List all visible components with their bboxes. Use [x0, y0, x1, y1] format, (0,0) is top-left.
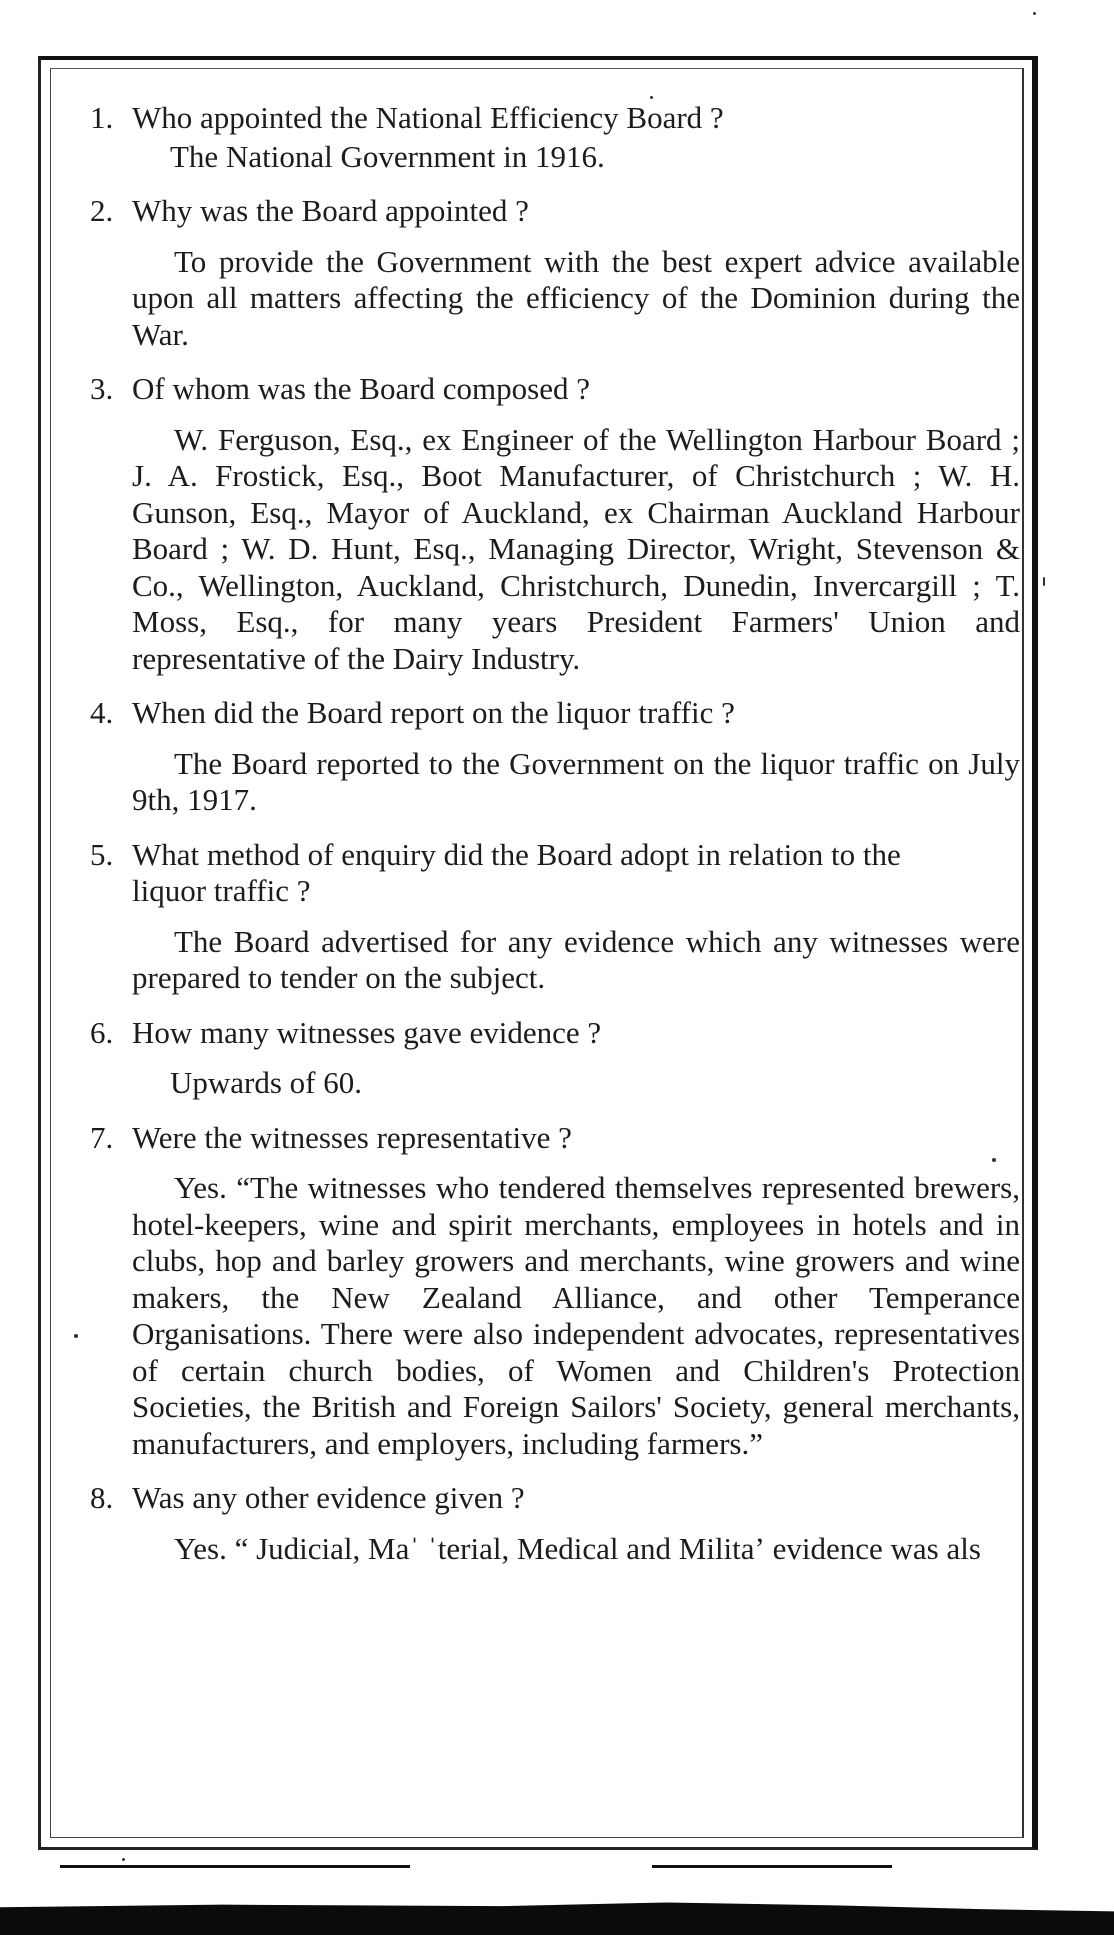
answer-text: The Board advertised for any evidence which any witnesses were prepared to tender on the subject.	[132, 923, 1020, 995]
question-text: Of whom was the Board composed ?	[132, 371, 591, 406]
question-number: 7.	[90, 1119, 114, 1155]
faq-item	[90, 1480, 1020, 1567]
question-text: Why was the Board appointed ?	[132, 193, 529, 228]
question	[90, 1120, 1020, 1157]
question-text: When did the Board report on the liquor traffic ?	[132, 695, 735, 730]
bottom-rule-left	[60, 1865, 410, 1868]
answer-text: Upwards of 60.	[170, 1065, 362, 1100]
question-number: 4.	[90, 695, 114, 730]
question-number: 8.	[90, 1480, 114, 1515]
answer-text: To provide the Government with the best expert advice available upon all matters affecting the efficiency of the Dominion during the War.	[132, 243, 1020, 352]
faq-item	[90, 837, 1020, 997]
bottom-rule-right	[652, 1865, 892, 1868]
question	[90, 193, 1020, 230]
question-number: 1.	[90, 100, 114, 135]
question-text: Were the witnesses representative ?	[132, 1119, 572, 1155]
faq-item	[90, 1015, 1020, 1102]
question-text: How many witnesses gave evidence ?	[132, 1014, 602, 1050]
faq-item	[90, 1120, 1020, 1463]
question-text: Who appointed the National Efficiency Board ?	[132, 100, 724, 135]
print-speck	[650, 96, 653, 99]
question-number: 5.	[90, 836, 114, 872]
question-number: 6.	[90, 1014, 114, 1050]
answer-text: Yes. “ Judicial, Maˈ ˈterial, Medical and Militaʼ evidence was als	[174, 1530, 981, 1566]
question	[90, 371, 1020, 408]
question-text: Was any other evidence given ?	[132, 1480, 525, 1515]
answer-text: Yes. “The witnesses who tendered themselves represented brewers, hotel-keepers, wine and spirit merchants, employees in hotels and in clubs, hop and barley growers and merchants, wine growers and wine makers, the New Zealand Alliance, and other Temperance Organisations. There were also independent advocates, representatives of certain church bodies, of Women and Children's Protection Societies, the British and Foreign Sailors' Society, general merchants, manufacturers, and employers, including farmers.”	[132, 1170, 1020, 1461]
question-number: 3.	[90, 371, 114, 406]
faq-item	[90, 371, 1020, 677]
page-edge-shadow	[0, 1898, 1114, 1935]
answer-text: The Board reported to the Government on the liquor traffic on July 9th, 1917.	[132, 745, 1020, 817]
faq-item	[90, 100, 1020, 175]
faq-body	[90, 100, 1020, 1567]
question	[90, 100, 1020, 137]
question-number: 2.	[90, 193, 114, 228]
question	[90, 695, 1020, 732]
question-text: What method of enquiry did the Board adopt in relation to the liquor traffic ?	[132, 836, 901, 908]
answer-text: W. Ferguson, Esq., ex Engineer of the Wellington Harbour Board ; J. A. Frostick, Esq., Boot Manufacturer, of Christchurch ; W. H. Gunson, Esq., Mayor of Auckland, ex Chairman Auckland Harbour Board ; W. D. Hunt, Esq., Managing Director, Wright, Stevenson & Co., Wellington, Auckland, Christchurch, Dunedin, Invercargill ; T. Moss, Esq., for many years President Farmers' Union and representative of the Dairy Industry.	[132, 421, 1020, 676]
question	[90, 837, 1020, 910]
question	[90, 1480, 1020, 1517]
faq-item	[90, 193, 1020, 353]
print-speck	[1033, 12, 1036, 15]
faq-item	[90, 695, 1020, 819]
print-speck	[122, 1858, 125, 1861]
question	[90, 1015, 1020, 1052]
print-speck	[1043, 577, 1045, 586]
answer-text: The National Government in 1916.	[170, 138, 605, 174]
print-speck	[74, 1334, 78, 1338]
